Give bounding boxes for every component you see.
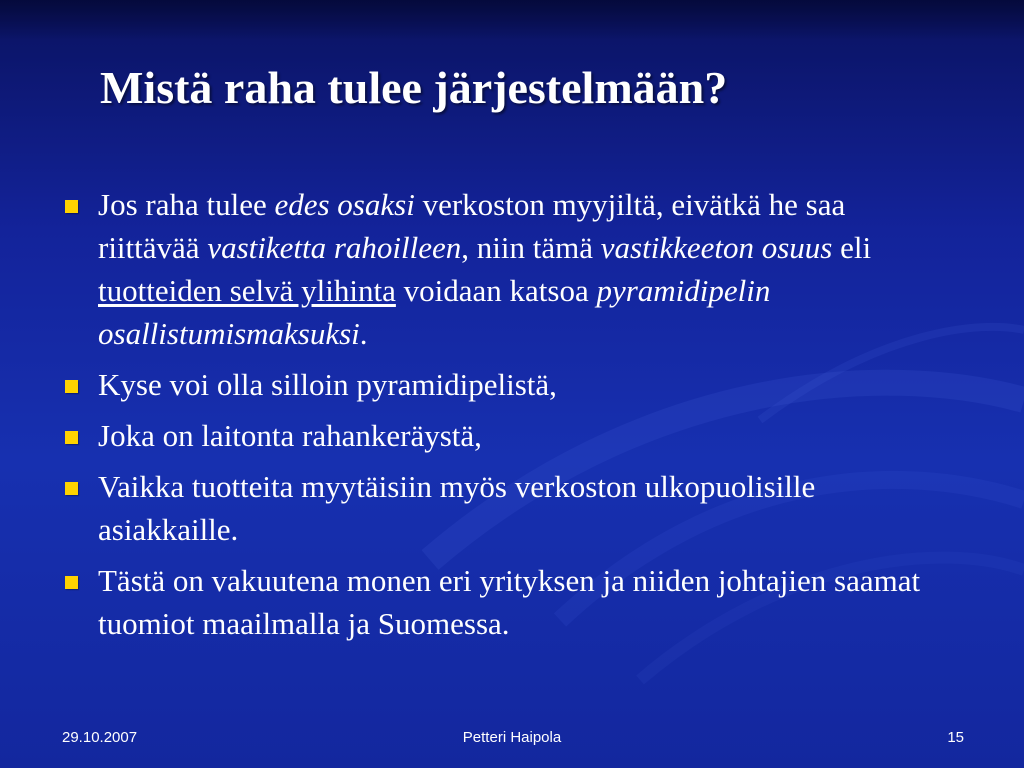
bullet-text-run: tuotteiden selvä ylihinta: [98, 273, 396, 308]
bullet-text-run: vastiketta rahoilleen: [207, 230, 462, 265]
bullet-text-run: vastikkeeton osuus: [600, 230, 833, 265]
square-bullet-icon: [65, 431, 78, 444]
bullet-item: [62, 183, 942, 355]
footer-date: 29.10.2007: [62, 729, 138, 746]
square-bullet-icon: [65, 200, 78, 213]
footer-author: Petteri Haipola: [462, 729, 562, 746]
bullet-text-run: Vaikka tuotteita myytäisiin myös verkoston ulkopuolisille asiakkaille.: [98, 469, 816, 547]
bullet-text-run: Tästä on vakuutena monen eri yrityksen ja niiden johtajien saamat tuomiot maailmalla ja Suomessa.: [98, 563, 921, 641]
bullet-text-run: Joka on laitonta rahankeräystä,: [98, 418, 482, 453]
bullet-text-run: eli: [832, 230, 872, 265]
bullet-text-run: verkoston myyjiltä, eivätkä he saa riittävää: [98, 187, 846, 265]
bullet-text-run: Jos raha tulee: [98, 187, 275, 222]
bullet-item: [62, 414, 942, 457]
bullet-item: [62, 559, 942, 645]
bullet-text-run: voidaan katsoa: [395, 273, 597, 308]
square-bullet-icon: [65, 380, 78, 393]
bullet-item: [62, 363, 942, 406]
square-bullet-icon: [65, 482, 78, 495]
footer-page-number: 15: [947, 729, 964, 746]
bullet-list: [62, 183, 942, 653]
bullet-text-run: edes osaksi: [274, 187, 415, 222]
square-bullet-icon: [65, 576, 78, 589]
bullet-text-run: pyramidipelin osallistumismaksuksi: [98, 273, 771, 351]
slide-title: Mistä raha tulee järjestelmään?: [100, 62, 728, 113]
bullet-item: [62, 465, 942, 551]
top-dark-band: [0, 0, 1024, 40]
bullet-text-run: .: [359, 316, 368, 351]
bullet-text-run: , niin tämä: [461, 230, 601, 265]
bullet-text-run: Kyse voi olla silloin pyramidipelistä,: [98, 367, 557, 402]
